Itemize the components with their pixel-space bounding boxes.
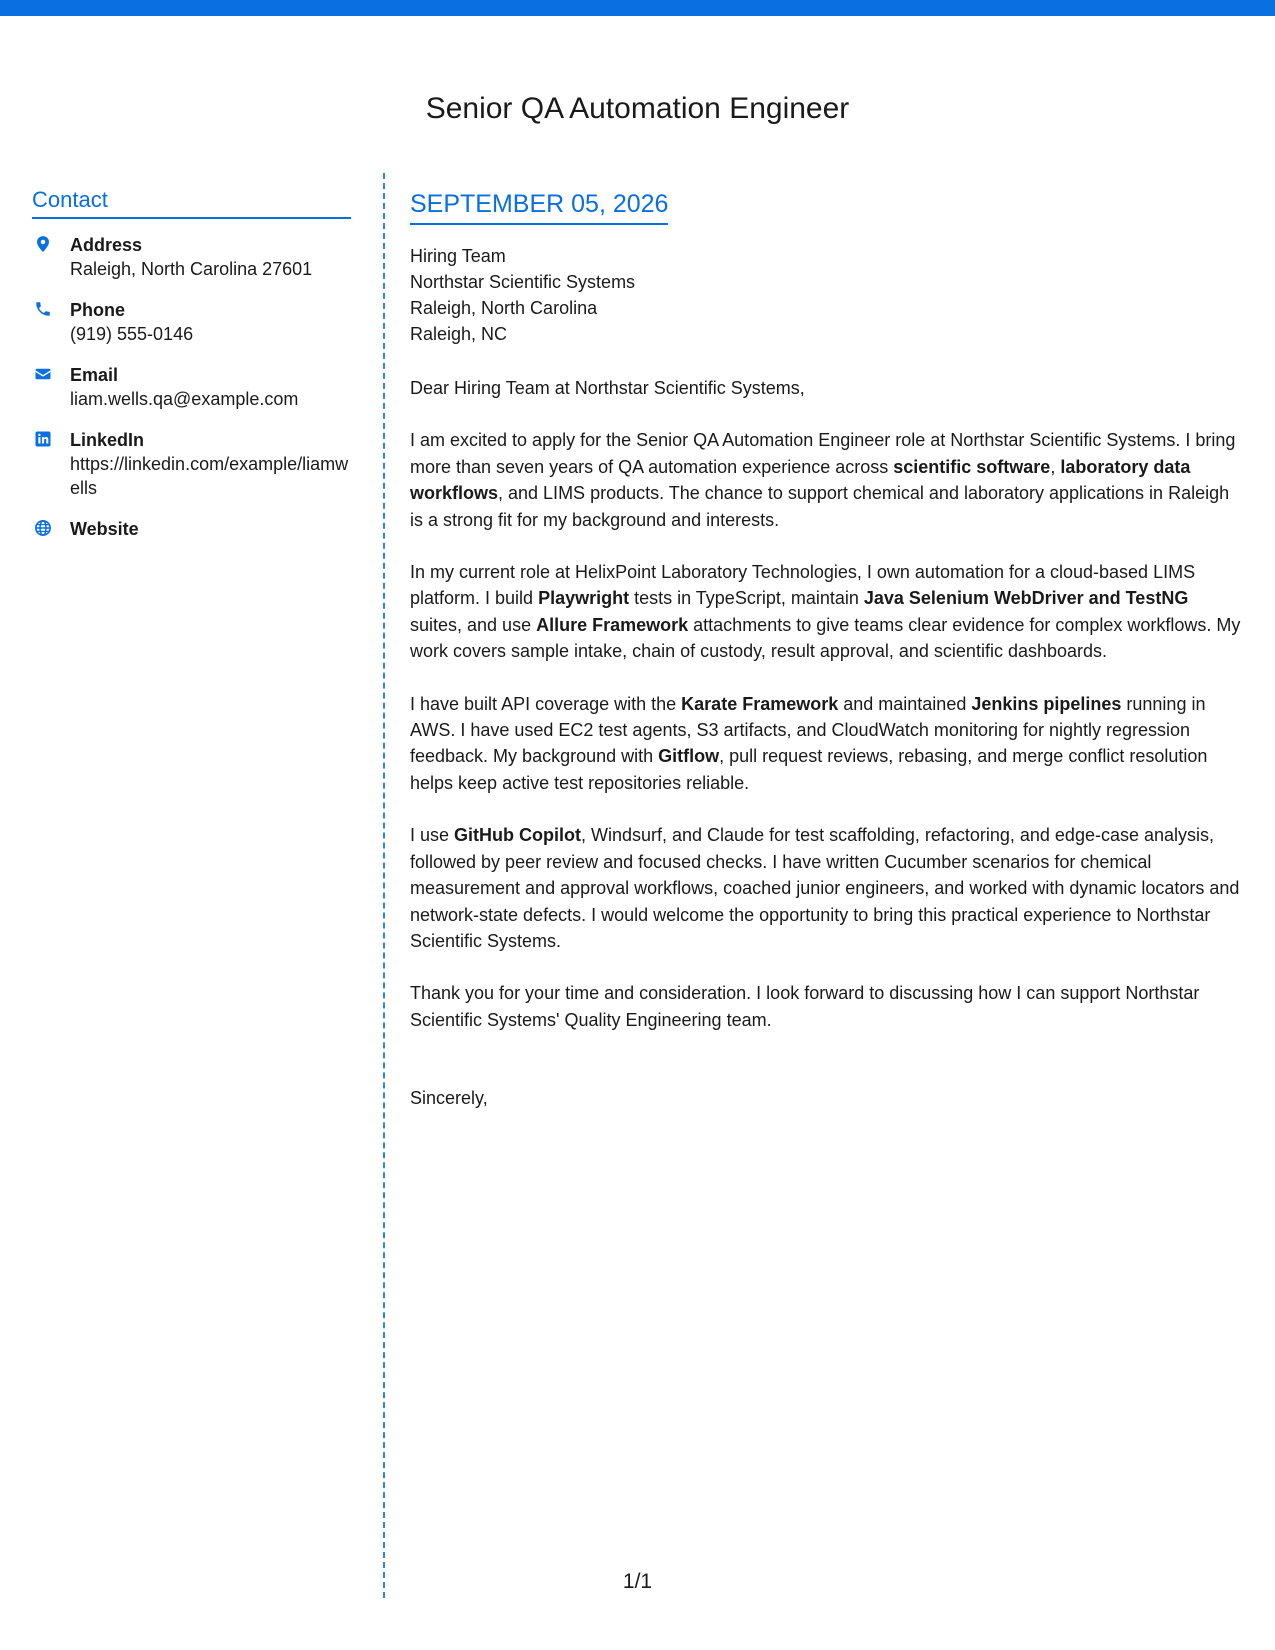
contact-item-linkedin [32, 428, 351, 500]
text-run: running in AWS. I have used EC2 test agents, S3 artifacts, and CloudWatch monitoring for nightly regression feedback. My background with [410, 693, 1206, 767]
bold-run: Jenkins pipelines [971, 693, 1122, 714]
text-run: , pull request reviews, rebasing, and merge conflict resolution helps keep active test repositories reliable. [410, 746, 1208, 793]
contact-label: Phone [70, 300, 126, 320]
contact-sidebar [32, 187, 351, 558]
bold-run: Karate Framework [681, 693, 839, 714]
contact-label: Email [70, 365, 119, 385]
closing: Sincerely, [410, 1088, 488, 1109]
contact-label: Website [70, 519, 139, 539]
bold-run: scientific software [893, 456, 1051, 477]
text-run: attachments to give teams clear evidence for complex workflows. My work covers sample intake, chain of custody, result approval, and scientific dashboards. [410, 614, 1241, 662]
bold-run: Allure Framework [536, 614, 689, 635]
letter-body [410, 188, 1245, 1112]
bold-run: laboratory data workflows [410, 456, 1191, 504]
contact-item-website [32, 517, 351, 541]
text-run: I use [410, 825, 455, 846]
top-accent-bar [0, 0, 1275, 16]
letter-paragraph [410, 559, 1245, 665]
bold-run: GitHub Copilot [454, 825, 581, 846]
text-run: , and LIMS products. The chance to support chemical and laboratory applications in Raleigh is a strong fit for my background and interests. [410, 483, 1230, 530]
globe-icon [34, 519, 52, 537]
envelope-icon [34, 365, 52, 383]
text-run: tests in TypeScript, maintain [629, 588, 864, 609]
letter-paragraphs [410, 427, 1245, 1033]
text-run: , [1050, 456, 1061, 477]
bold-run: Java Selenium WebDriver and TestNG [863, 588, 1189, 609]
linkedin-link[interactable]: https://linkedin.com/example/liamwells [70, 454, 349, 498]
contact-heading: Contact [32, 187, 351, 219]
text-run: In my current role at HelixPoint Laboratory Technologies, I own automation for a cloud-based LIMS platform. I build [410, 562, 1196, 609]
text-run: and maintained [838, 693, 972, 714]
text-run: , Windsurf, and Claude for test scaffolding, refactoring, and edge-case analysis, followed by peer review and focused checks. I have written Cucumber scenarios for chemical measurement and approval workflows, coached junior engineers, and worked with dynamic locators and network-state defects. I would welcome the opportunity to bring this practical experience to Northstar Scientific Systems. [410, 825, 1240, 951]
page-title: Senior QA Automation Engineer [425, 92, 850, 125]
contact-label: Address [70, 235, 143, 255]
contact-value: liam.wells.qa@example.com [70, 389, 299, 409]
letter-paragraph [410, 427, 1245, 533]
salutation: Dear Hiring Team at Northstar Scientific Systems, [410, 378, 805, 398]
recipient-line: Hiring Team [410, 246, 506, 266]
contact-value: (919) 555-0146 [70, 324, 194, 344]
linkedin-icon [34, 430, 52, 448]
letter-paragraph [410, 980, 1245, 1033]
letter-paragraph [410, 822, 1245, 954]
text-run: I am excited to apply for the Senior QA Automation Engineer role at Northstar Scientific Systems. I bring more than seven years of QA automation experience across [410, 430, 1236, 477]
text-run: Thank you for your time and consideration. I look forward to discussing how I can support Northstar Scientific Systems' Quality Engineering team. [410, 983, 1200, 1030]
contact-item-email [32, 363, 351, 411]
recipient-line: Northstar Scientific Systems [410, 272, 636, 292]
recipient-block [410, 243, 1245, 347]
text-run: suites, and use [410, 614, 537, 635]
contact-label: LinkedIn [70, 430, 145, 450]
column-divider [383, 173, 385, 1598]
contact-item-phone [32, 298, 351, 346]
contact-item-address [32, 233, 351, 281]
recipient-line: Raleigh, North Carolina [410, 298, 598, 318]
recipient-line: Raleigh, NC [410, 324, 508, 344]
bold-run: Gitflow [658, 746, 720, 767]
phone-icon [34, 300, 52, 318]
contact-value: Raleigh, North Carolina 27601 [70, 259, 313, 279]
bold-run: Playwright [538, 588, 630, 609]
text-run: I have built API coverage with the [410, 693, 682, 714]
letter-date: SEPTEMBER 05, 2026 [410, 188, 668, 225]
letter-paragraph [410, 691, 1245, 797]
map-pin-icon [34, 235, 52, 253]
page-number: 1/1 [622, 1570, 653, 1593]
